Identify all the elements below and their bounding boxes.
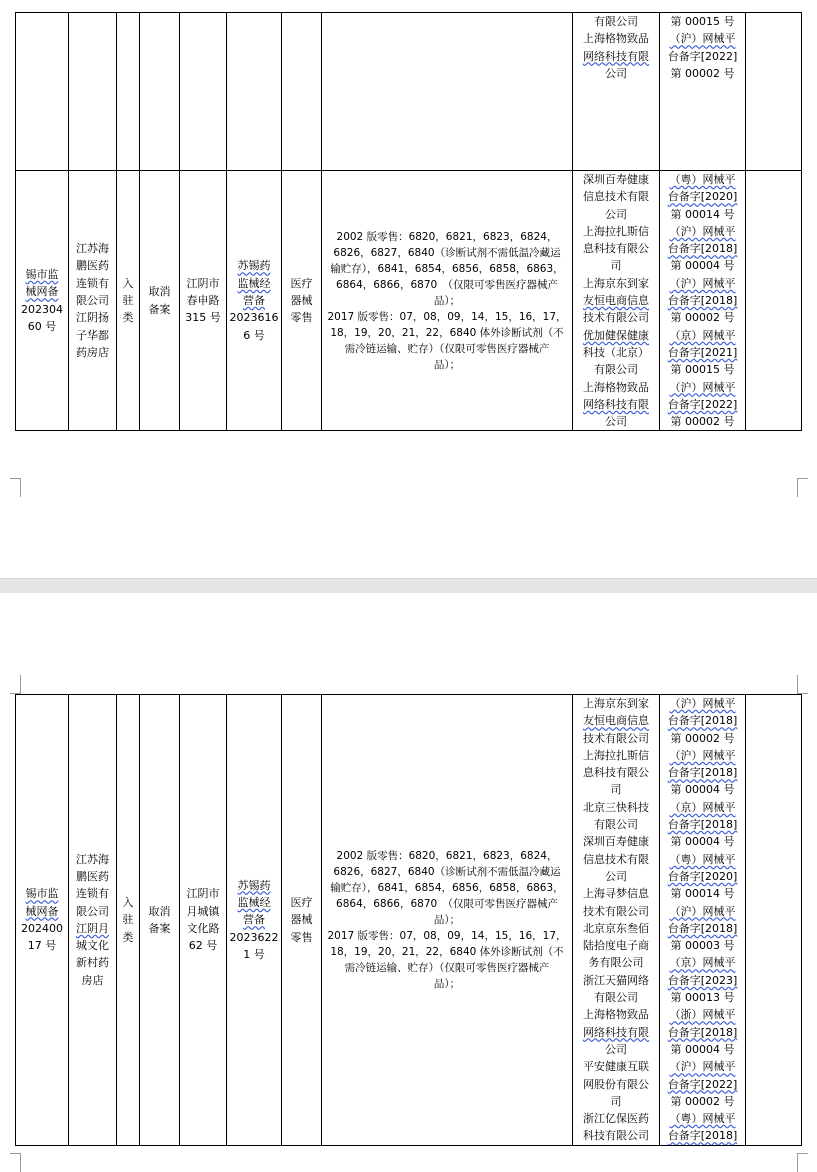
address-line: 月城镇: [186, 904, 220, 918]
record-no-cell: [16, 13, 69, 171]
category-line: 医疗: [290, 276, 313, 290]
scope-cell: [322, 695, 573, 1146]
company-line: 深圳百寿健康: [583, 173, 649, 186]
license-line: 监械经: [237, 276, 271, 290]
company-line: 技术有限公司: [583, 731, 649, 745]
action-line: 取消: [148, 285, 171, 299]
scope-line: 18，19，20，21，22，6840 体外诊断试剂（不: [330, 945, 564, 958]
filing-line: （沪）网械平: [669, 276, 736, 290]
page-corner-mark: [797, 1153, 808, 1172]
enterprise-line: 限公司: [76, 904, 109, 918]
enterprise-line: 江苏海: [76, 242, 109, 256]
filing-line: 台备字[2018]: [667, 294, 738, 308]
filing-line: 台备字[2018]: [667, 714, 738, 728]
company-line: 上海京东到家: [583, 276, 649, 290]
record-no-line: 锡市监: [25, 268, 59, 282]
record-no-line: 17 号: [27, 939, 57, 953]
filing-line: 第 00014 号: [670, 207, 735, 221]
record-no-cell: [16, 171, 69, 431]
enterprise-line: 城文化: [76, 939, 109, 953]
action-cell: [140, 171, 180, 431]
company-line: 信息技术有限: [583, 852, 649, 866]
enterprise-line: 新村药: [76, 956, 109, 970]
license-cell: [227, 171, 282, 431]
filing-line: （沪）网械平: [669, 1060, 736, 1074]
category-line: 零售: [290, 311, 313, 325]
scope-line: 需冷链运输、贮存）（仅限可零售医疗器械产: [344, 961, 550, 974]
filing-line: 第 00004 号: [670, 835, 735, 849]
record-no-line: 202304: [21, 302, 63, 316]
table-row: [16, 695, 802, 1146]
license-line: 1 号: [243, 947, 265, 961]
filing-line: 台备字[2020]: [667, 869, 738, 883]
filing-line: 第 00004 号: [670, 783, 735, 797]
company-line: 司: [610, 783, 622, 797]
filing-line: （沪）网械平: [669, 32, 736, 46]
filing-line: 台备字[2022]: [667, 1077, 738, 1091]
remark-cell: [746, 171, 802, 431]
page-corner-mark: [10, 1153, 21, 1172]
filing-line: （沪）网械平: [669, 748, 736, 762]
scope-line: 2002 版零售：6820，6821，6823，6824，: [336, 849, 558, 862]
filing-line: 台备字[2020]: [667, 190, 738, 204]
filing-line: （京）网械平: [669, 800, 736, 814]
filing-line: （粤）网械平: [669, 1112, 736, 1126]
record-no-line: 械网备: [25, 285, 59, 299]
enterprise-line: 连锁有: [76, 887, 109, 901]
type-line: 驻: [122, 913, 134, 927]
license-cell: [227, 13, 282, 171]
scope-line: 输贮存），6841，6854，6856，6858，6863，: [330, 262, 564, 275]
category-cell: [282, 695, 322, 1146]
license-line: 6 号: [243, 328, 265, 342]
filing-line: 台备字[2023]: [667, 973, 738, 987]
scope-line: 6826，6827，6840（诊断试剂不需低温冷藏运: [333, 246, 561, 259]
company-line: 平安健康互联: [583, 1060, 649, 1074]
scope-line: 18，19，20，21，22，6840 体外诊断试剂（不: [330, 326, 564, 339]
category-line: 零售: [290, 930, 313, 944]
company-line: 务有限公司: [588, 956, 644, 970]
remark-cell: [746, 695, 802, 1146]
scope-line: 品）；: [433, 358, 461, 371]
category-cell: [282, 171, 322, 431]
filing-line: 第 00002 号: [670, 311, 735, 325]
page-corner-mark: [10, 675, 21, 694]
enterprise-line: 江苏海: [76, 852, 109, 866]
category-line: 器械: [290, 294, 313, 308]
type-line: 驻: [122, 294, 134, 308]
enterprise-line: 江阴月: [76, 921, 109, 935]
scope-line: 输贮存），6841，6854，6856，6858，6863，: [330, 881, 564, 894]
record-no-line: 202400: [21, 921, 63, 935]
address-line: 春申路: [186, 294, 220, 308]
scope-line: 6864，6866，6870 （仅限可零售医疗器械产: [336, 278, 558, 291]
address-line: 江阴市: [186, 276, 220, 290]
type-line: 入: [122, 895, 134, 909]
enterprise-cell: [69, 13, 117, 171]
enterprise-line: 房店: [81, 973, 104, 987]
company-line: 公司: [605, 869, 627, 883]
company-line: 科技（北京）: [583, 345, 649, 359]
page-corner-mark: [797, 675, 808, 694]
license-line: 苏锡药: [237, 878, 271, 892]
company-line: 陆拾度电子商: [583, 939, 649, 953]
category-cell: [282, 13, 322, 171]
category-line: 医疗: [290, 895, 313, 909]
filing-line: 第 00003 号: [670, 939, 735, 953]
filing-line: 第 00013 号: [670, 991, 735, 1005]
platform-company-cell: [573, 171, 660, 431]
action-line: 取消: [148, 904, 171, 918]
company-line: 上海格物致品: [583, 32, 649, 46]
company-line: 上海格物致品: [583, 1008, 649, 1022]
company-line: 有限公司: [594, 363, 638, 377]
enterprise-line: 鹏医药: [76, 259, 109, 273]
type-cell: [117, 13, 140, 171]
company-line: 司: [610, 259, 622, 273]
filing-line: 台备字[2018]: [667, 818, 738, 832]
type-line: 类: [122, 311, 134, 325]
company-line: 友恒电商信息: [583, 714, 649, 728]
filing-line: （沪）网械平: [669, 224, 736, 238]
company-line: 北京京东叁佰: [583, 921, 649, 935]
company-line: 公司: [605, 66, 627, 80]
category-line: 器械: [290, 913, 313, 927]
company-line: 浙江天猫网络: [583, 973, 649, 987]
scope-cell: [322, 171, 573, 431]
scope-line: 品）；: [433, 913, 461, 926]
company-line: 信息技术有限: [583, 190, 649, 204]
filing-line: （沪）网械平: [669, 904, 736, 918]
page-break-gap: [0, 578, 817, 594]
record-table-page-1: [15, 12, 802, 431]
scope-line: 品）；: [433, 977, 461, 990]
company-line: 上海拉扎斯信: [583, 748, 649, 762]
scope-line: 2017 版零售：07，08，09，14，15，16，17，: [327, 310, 567, 323]
platform-filing-cell: [660, 171, 746, 431]
company-line: 网股份有限公: [583, 1077, 649, 1091]
page-corner-mark: [797, 478, 808, 497]
record-no-line: 械网备: [25, 904, 59, 918]
company-line: 网络科技有限: [583, 49, 649, 63]
enterprise-line: 连锁有: [76, 276, 109, 290]
filing-line: （京）网械平: [669, 956, 736, 970]
platform-filing-cell: [660, 695, 746, 1146]
type-line: 入: [122, 276, 134, 290]
enterprise-line: 限公司: [76, 294, 109, 308]
scope-line: 6864，6866，6870 （仅限可零售医疗器械产: [336, 897, 558, 910]
type-line: 类: [122, 930, 134, 944]
license-line: 2023622: [229, 930, 279, 944]
type-cell: [117, 695, 140, 1146]
filing-line: 第 00004 号: [670, 259, 735, 273]
filing-line: （京）网械平: [669, 328, 736, 342]
filing-line: （粤）网械平: [669, 173, 736, 186]
filing-line: （浙）网械平: [669, 1008, 736, 1022]
scope-line: 2017 版零售：07，08，09，14，15，16，17，: [327, 929, 567, 942]
remark-cell: [746, 13, 802, 171]
company-line: 司: [610, 1094, 622, 1108]
filing-line: 台备字[2022]: [667, 397, 738, 411]
filing-line: 第 00002 号: [670, 731, 735, 745]
enterprise-cell: [69, 171, 117, 431]
license-line: 苏锡药: [237, 259, 271, 273]
license-line: 2023616: [229, 311, 279, 325]
page-corner-mark: [10, 478, 21, 497]
enterprise-line: 江阴扬: [76, 311, 109, 325]
company-line: 公司: [605, 1042, 627, 1056]
address-line: 315 号: [185, 311, 221, 325]
company-line: 有限公司: [594, 818, 638, 832]
enterprise-line: 鹏医药: [76, 869, 109, 883]
scope-line: 需冷链运输、贮存）（仅限可零售医疗器械产: [344, 342, 550, 355]
company-line: 深圳百寿健康: [583, 835, 649, 849]
platform-filing-cell: [660, 13, 746, 171]
table-row: [16, 13, 802, 171]
record-no-line: 60 号: [27, 320, 57, 334]
enterprise-line: 药房店: [76, 345, 109, 359]
filing-line: 第 00002 号: [670, 66, 735, 80]
license-line: 营备: [243, 294, 265, 308]
company-line: 浙江亿保医药: [583, 1112, 649, 1126]
platform-company-cell: [573, 695, 660, 1146]
license-line: 营备: [243, 913, 265, 927]
company-line: 有限公司: [594, 15, 638, 28]
license-cell: [227, 695, 282, 1146]
filing-line: 第 00004 号: [670, 1042, 735, 1056]
table-row: [16, 171, 802, 431]
filing-line: 第 00014 号: [670, 887, 735, 901]
address-cell: [180, 13, 227, 171]
document-page-2: [0, 593, 817, 1171]
filing-line: 台备字[2022]: [667, 49, 738, 63]
filing-line: （沪）网械平: [669, 697, 736, 710]
filing-line: （沪）网械平: [669, 380, 736, 394]
enterprise-line: 子华都: [76, 328, 109, 342]
filing-line: 第 00002 号: [670, 1094, 735, 1108]
filing-line: 台备字[2018]: [667, 1129, 738, 1143]
address-cell: [180, 695, 227, 1146]
company-line: 息科技有限公: [583, 242, 649, 256]
scope-line: 2002 版零售：6820，6821，6823，6824，: [336, 230, 558, 243]
platform-company-cell: [573, 13, 660, 171]
company-line: 优加健保健康: [583, 328, 649, 342]
address-cell: [180, 171, 227, 431]
company-line: 上海格物致品: [583, 380, 649, 394]
company-line: 友恒电商信息: [583, 294, 649, 308]
filing-line: 第 00015 号: [670, 363, 735, 377]
filing-line: 第 00002 号: [670, 415, 735, 429]
company-line: 技术有限公司: [583, 311, 649, 325]
record-no-line: 锡市监: [25, 887, 59, 901]
company-line: 技术有限公司: [583, 904, 649, 918]
document-page-1: [0, 0, 817, 578]
company-line: 上海寻梦信息: [583, 887, 649, 901]
scope-line: 品）；: [433, 294, 461, 307]
filing-line: （粤）网械平: [669, 852, 736, 866]
record-table-page-2: [15, 694, 802, 1146]
address-line: 文化路: [186, 921, 220, 935]
action-cell: [140, 13, 180, 171]
scope-cell: [322, 13, 573, 171]
filing-line: 台备字[2021]: [667, 345, 738, 359]
company-line: 有限公司: [594, 991, 638, 1005]
company-line: 网络科技有限: [583, 1025, 649, 1039]
enterprise-cell: [69, 695, 117, 1146]
filing-line: 台备字[2018]: [667, 921, 738, 935]
company-line: 科技有限公司: [583, 1129, 649, 1143]
company-line: 北京三快科技: [583, 800, 649, 814]
company-line: 公司: [605, 207, 627, 221]
company-line: 上海拉扎斯信: [583, 224, 649, 238]
action-line: 备案: [148, 302, 171, 316]
address-line: 62 号: [188, 939, 218, 953]
filing-line: 台备字[2018]: [667, 766, 738, 780]
company-line: 公司: [605, 415, 627, 429]
license-line: 监械经: [237, 895, 271, 909]
filing-line: 台备字[2018]: [667, 1025, 738, 1039]
address-line: 江阴市: [186, 887, 220, 901]
company-line: 上海京东到家: [583, 697, 649, 710]
filing-line: 第 00015 号: [670, 15, 735, 28]
record-no-cell: [16, 695, 69, 1146]
action-cell: [140, 695, 180, 1146]
type-cell: [117, 171, 140, 431]
action-line: 备案: [148, 921, 171, 935]
company-line: 网络科技有限: [583, 397, 649, 411]
company-line: 息科技有限公: [583, 766, 649, 780]
scope-line: 6826，6827，6840（诊断试剂不需低温冷藏运: [333, 865, 561, 878]
filing-line: 台备字[2018]: [667, 242, 738, 256]
